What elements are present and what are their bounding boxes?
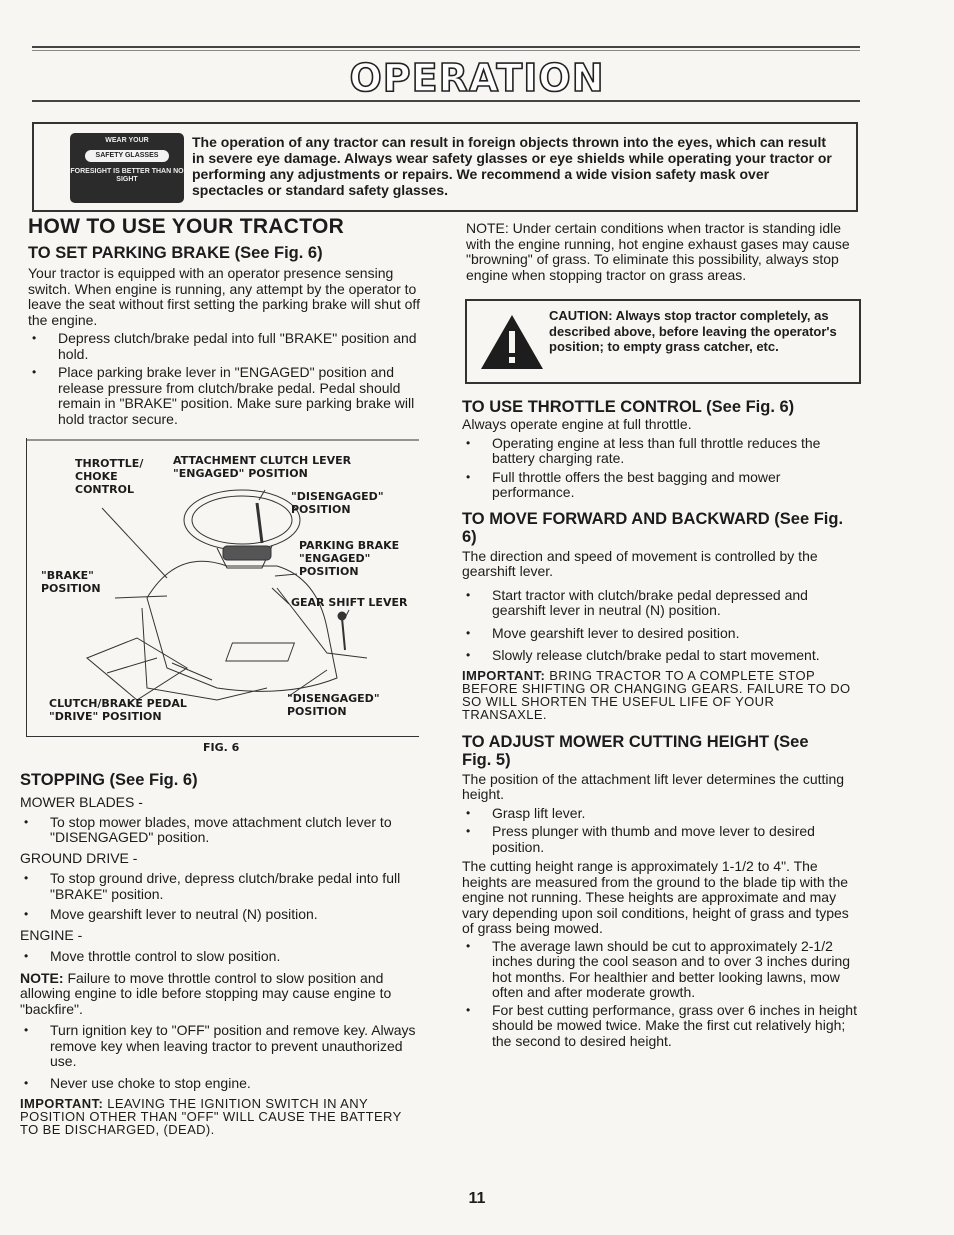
move-important [462,669,858,721]
left-column-bottom [20,771,416,1136]
stopping-heading: STOPPING (See Fig. 6) [20,771,198,789]
label-disengaged-bottom: "DISENGAGED" POSITION [287,692,380,718]
stopping-note-text: Failure to move throttle control to slow position and allowing engine to idle before stopping may cause engine to "backfire". [20,969,392,1017]
cutting-height-bullet-1: • Grasp lift lever. [462,806,858,822]
safety-glasses-badge [70,133,184,203]
choke-bullet: • Never use choke to stop engine. [20,1076,416,1092]
right-column-top [466,221,862,283]
ground-drive-bullet-1: • To stop ground drive, depress clutch/brake pedal into full "BRAKE" position. [20,871,416,902]
cutting-height-bullet-2: • Press plunger with thumb and move lever to desired position. [462,824,858,855]
ignition-key-bullet: • Turn ignition key to "OFF" position and remove key. Always remove key when leaving tractor to prevent unauthorized use. [20,1023,416,1070]
safety-warning-box [32,122,858,212]
ground-drive-bullet-2: • Move gearshift lever to neutral (N) position. [20,907,416,923]
steering-wheel-icon [184,490,300,550]
cutting-height-heading: TO ADJUST MOWER CUTTING HEIGHT (See Fig. 5) [462,732,809,769]
label-clutch-brake-pedal: CLUTCH/BRAKE PEDAL "DRIVE" POSITION [49,697,187,723]
page-number: 11 [468,1190,486,1207]
exhaust-note [466,221,862,283]
badge-glasses-text: SAFETY GLASSES [85,150,169,162]
badge-bottom-text: FORESIGHT IS BETTER THAN NO SIGHT [70,168,184,183]
cutting-height-bullet-4: • For best cutting performance, grass over 6 inches in height should be mowed twice. Make the first cut relatively high; the second to desired height. [462,1003,858,1050]
page-title: OPERATION [349,56,605,100]
stopping-note-label: NOTE: [20,969,64,986]
top-rule-thin [32,50,860,51]
stopping-important [20,1097,416,1136]
cutting-height-intro: The position of the attachment lift lever determines the cutting height. [462,770,845,802]
label-gear-shift-lever: GEAR SHIFT LEVER [291,596,408,609]
parking-bullet-2: • Place parking brake lever in "ENGAGED" position and release pressure from clutch/brake pedal. Pedal should remain in "BRAKE" position. Make sure parking brake will hold tractor secure. [28,365,422,427]
section-heading-how-to-use: HOW TO USE YOUR TRACTOR [28,215,345,238]
ground-drive-label: GROUND DRIVE - [20,849,138,866]
engine-bullet: • Move throttle control to slow position. [20,949,416,965]
move-bullet-2: • Move gearshift lever to desired position. [462,626,858,642]
move-bullet-3: • Slowly release clutch/brake pedal to start movement. [462,648,858,664]
exhaust-note-label: NOTE: [466,220,509,236]
move-important-text: BRING TRACTOR TO A COMPLETE STOP BEFORE SHIFTING OR CHANGING GEARS. FAILURE TO DO SO WILL SHORTEN THE USEFUL LIFE OF YOUR TRANSAXLE. [462,667,851,722]
figure-6-caption: FIG. 6 [203,741,240,754]
stopping-note [20,971,416,1018]
move-heading: TO MOVE FORWARD AND BACKWARD (See Fig. 6) [462,509,844,546]
stopping-important-text: LEAVING THE IGNITION SWITCH IN ANY POSITION OTHER THAN "OFF" WILL CAUSE THE BATTERY TO BE DISCHARGED, (DEAD). [20,1096,402,1137]
left-column-top [28,216,422,427]
right-column-bottom [462,398,858,1049]
engine-label: ENGINE - [20,926,83,943]
label-disengaged-top: "DISENGAGED" POSITION [291,490,384,516]
parking-brake-heading: TO SET PARKING BRAKE (See Fig. 6) [28,244,323,262]
move-bullet-1: • Start tractor with clutch/brake pedal depressed and gearshift lever in neutral (N) position. [462,588,858,619]
figure-6 [26,438,419,737]
parking-brake-intro: Your tractor is equipped with an operator presence sensing switch. When engine is running, any attempt by the operator to leave the seat without first setting the parking brake will shut off the engine. [28,265,420,328]
safety-warning-text: The operation of any tractor can result in foreign objects thrown into the eyes, which can result in severe eye damage. Always wear safety glasses or eye shields while operating your tractor or performing any adjustments or repairs. We recommend a wide vision safety mask over spectacles or standard safety glasses. [192,134,832,198]
cutting-height-range: The cutting height range is approximately 1-1/2 to 4". The heights are measured from the ground to the blade tip with the engine not running. These heights are approximate and may vary depending upon soil conditions, height of grass and types of grass being mowed. [462,858,849,936]
stopping-important-label: IMPORTANT: [20,1096,104,1111]
throttle-bullet-1: • Operating engine at less than full throttle reduces the battery charging rate. [462,436,858,467]
title-underline [32,100,860,102]
throttle-bullet-2: • Full throttle offers the best bagging and mower performance. [462,470,858,501]
move-intro: The direction and speed of movement is controlled by the gearshift lever. [462,547,818,579]
label-attachment-clutch: ATTACHMENT CLUTCH LEVER "ENGAGED" POSITION [173,454,352,480]
parking-bullet-1: • Depress clutch/brake pedal into full "BRAKE" position and hold. [28,331,422,362]
caution-box [465,299,861,384]
top-rule [32,46,860,48]
cutting-height-bullet-3: • The average lawn should be cut to approximately 2-1/2 inches during the cool season and to over 3 inches during hot months. For healthier and better looking lawns, mow often and after moderate growth. [462,939,858,1001]
badge-top-text: WEAR YOUR [105,137,149,144]
throttle-intro: Always operate engine at full throttle. [462,416,692,432]
label-parking-brake: PARKING BRAKE "ENGAGED" POSITION [299,539,400,578]
move-important-label: IMPORTANT: [462,667,546,683]
mower-blades-label: MOWER BLADES - [20,794,143,810]
label-brake-position: "BRAKE" POSITION [41,569,101,595]
caution-text: CAUTION: Always stop tractor completely, as described above, before leaving the operator's position; to empty grass catcher, etc. [549,308,837,354]
label-throttle-choke: THROTTLE/ CHOKE CONTROL [75,457,144,496]
throttle-heading: TO USE THROTTLE CONTROL (See Fig. 6) [462,398,795,416]
exhaust-note-text: Under certain conditions when tractor is standing idle with the engine running, hot engine exhaust gases may cause "browning" of grass. To eliminate this possibility, always stop engine when stopping tractor on grass areas. [466,220,850,283]
mower-blades-bullet: • To stop mower blades, move attachment clutch lever to "DISENGAGED" position. [20,815,416,846]
warning-triangle-icon [479,313,545,371]
